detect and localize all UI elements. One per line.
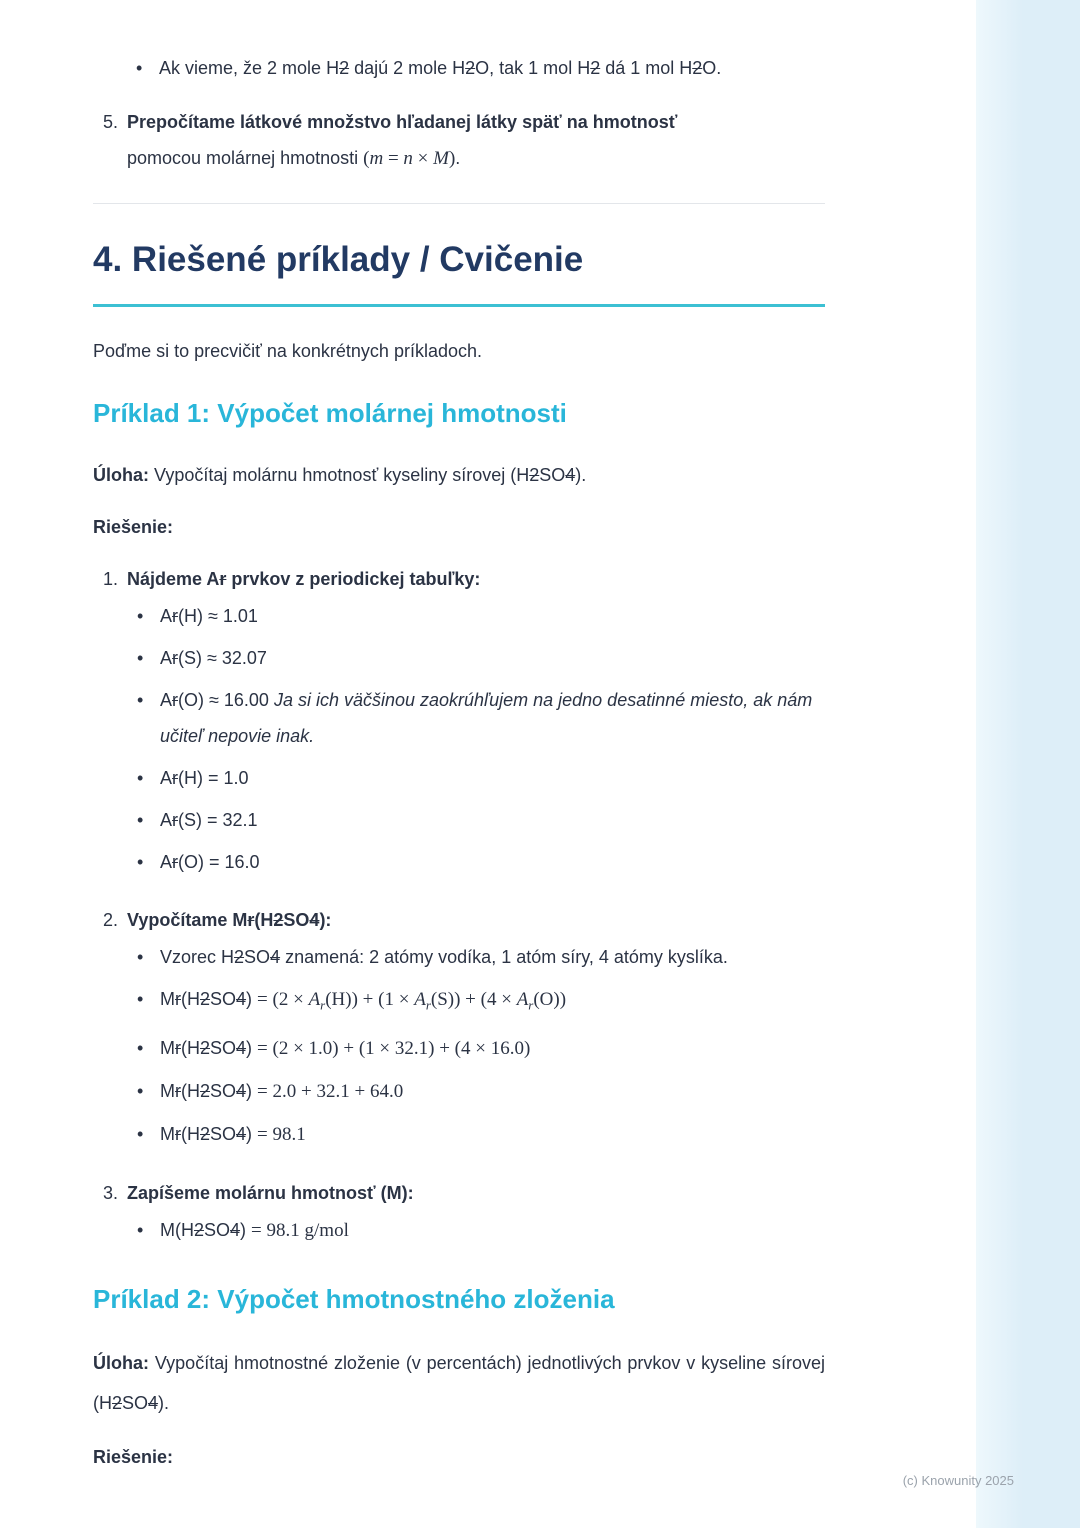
item-number: 1. — [103, 569, 119, 589]
list-item — [137, 640, 825, 676]
step-body — [127, 561, 825, 886]
list-item-text: Ak vieme, že 2 mole H2 dajú 2 mole H2O, tak 1 mol H2 dá 1 mol H2O. — [159, 58, 722, 78]
item-number: 2. — [103, 910, 119, 930]
list-item-text: M(H2SO4) = 98.1 g/mol — [160, 1219, 349, 1241]
list-item-text: Ar(S) ≈ 32.07 — [160, 648, 267, 668]
step-body — [127, 902, 825, 1159]
solution-step-3 — [93, 1175, 825, 1255]
section-intro: Poďme si to precvičiť na konkrétnych príkladoch. — [93, 341, 482, 361]
list-item-text: Mr(H2SO4) = 2.0 + 32.1 + 64.0 — [160, 1080, 404, 1102]
item-text: Prepočítame látkové množstvo hľadanej látky späť na hmotnosť pomocou molárnej hmotnosti (m = n × M). — [127, 112, 678, 169]
bullet-marker: • — [137, 1037, 144, 1058]
list-item — [137, 981, 825, 1024]
step-title: Nájdeme Ar prvkov z periodickej tabuľky: — [127, 569, 481, 589]
bullet-marker: • — [137, 852, 144, 872]
numbered-item-5 — [93, 104, 825, 177]
example2-title: Príklad 2: Výpočet hmotnostného zloženia — [93, 1283, 615, 1314]
list-item-text: Vzorec H2SO4 znamená: 2 atómy vodíka, 1 atóm síry, 4 atómy kyslíka. — [160, 947, 728, 967]
list-item — [137, 598, 825, 634]
list-item — [137, 1030, 825, 1067]
list-item — [137, 1073, 825, 1110]
list-item-text: $Mr(H2SO4) = (2 \times A_r(H)) + (1 \times A_r(S)) + (4 \times A_r(O))$ — [160, 989, 567, 1013]
bullet-marker: • — [137, 1080, 144, 1101]
bullet-marker: • — [137, 1123, 144, 1144]
item-number: 5. — [103, 112, 119, 132]
section-divider — [93, 203, 825, 204]
example1-title: Príklad 1: Výpočet molárnej hmotnosti — [93, 398, 567, 428]
bullet-marker: • — [136, 58, 143, 78]
step-body — [127, 1175, 825, 1255]
list-item — [137, 1212, 825, 1249]
bullet-marker: • — [137, 768, 144, 788]
section-title: 4. Riešené príklady / Cvičenie — [93, 238, 825, 307]
right-stripe — [976, 0, 1080, 1528]
step-bullet-list — [127, 1212, 825, 1249]
bullet-marker: • — [137, 947, 144, 967]
list-item — [137, 802, 825, 838]
example1-task: Úloha: Vypočítaj molárnu hmotnosť kyseliny sírovej (H2SO4). — [93, 465, 587, 485]
bullet-marker: • — [137, 989, 144, 1009]
bullet-marker: • — [137, 810, 144, 830]
step-bullet-list — [127, 939, 825, 1153]
list-item-text: Ar(O) = 16.0 — [160, 852, 260, 872]
list-item — [137, 682, 825, 754]
list-item — [137, 760, 825, 796]
list-item — [136, 50, 825, 86]
list-item-text: Ar(H) = 1.0 — [160, 768, 249, 788]
list-item — [137, 844, 825, 880]
page-content — [93, 50, 825, 1475]
step-title: Zapíšeme molárnu hmotnosť (M): — [127, 1182, 414, 1203]
bullet-marker: • — [137, 690, 144, 710]
bullet-marker: • — [137, 648, 144, 668]
list-item-text: Ar(O) ≈ 16.00 Ja si ich väčšinou zaokrúhľujem na jedno desatinné miesto, ak nám učiteľ nepovie inak. — [160, 690, 813, 746]
item-number: 3. — [103, 1182, 119, 1203]
bullet-marker: • — [137, 606, 144, 626]
solution-step-2 — [93, 902, 825, 1159]
list-item — [137, 939, 825, 975]
list-item-text: Ar(H) ≈ 1.01 — [160, 606, 258, 626]
example1-solution-label: Riešenie: — [93, 517, 174, 537]
step-bullet-list — [127, 598, 825, 880]
list-item-text: Ar(S) = 32.1 — [160, 810, 258, 830]
step-title: Vypočítame Mr(H2SO4): — [127, 910, 332, 930]
copyright-notice: (c) Knowunity 2025 — [902, 1473, 1014, 1488]
bullet-marker: • — [137, 1219, 144, 1240]
example2-solution-label: Riešenie: — [93, 1446, 174, 1467]
example2-task: Úloha: Vypočítaj hmotnostné zloženie (v percentách) jednotlivých prvkov v kyseline sírovej (H2SO4). — [93, 1352, 825, 1413]
solution-step-1 — [93, 561, 825, 886]
list-item-text: Mr(H2SO4) = (2 × 1.0) + (1 × 32.1) + (4 × 16.0) — [160, 1037, 531, 1059]
top-bullet-list — [93, 50, 825, 86]
list-item — [137, 1116, 825, 1153]
list-item-text: Mr(H2SO4) = 98.1 — [160, 1123, 306, 1145]
